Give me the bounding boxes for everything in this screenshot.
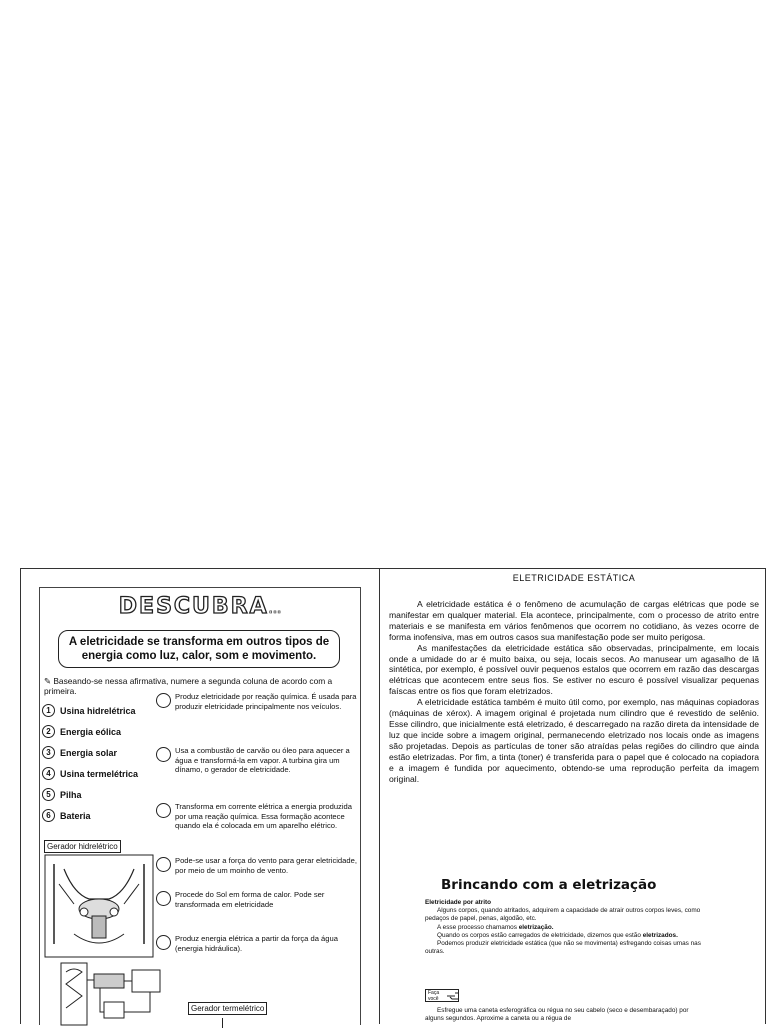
number-badge: 5 [42, 788, 55, 801]
faca-voce-badge [425, 989, 459, 1002]
item-label: Energia eólica [60, 726, 122, 737]
descubra-title-text: DESCUBRA [118, 594, 269, 619]
worksheet-sheet [20, 568, 766, 1024]
article-body [385, 599, 763, 784]
activity-paragraph: Podemos produzir eletricidade estática (que não se movimenta) esfregando coisas umas nas outras. [425, 940, 701, 956]
number-badge: 1 [42, 704, 55, 717]
hydro-generator-diagram [44, 854, 154, 958]
list-item [42, 742, 172, 763]
thermo-generator-diagram [60, 962, 172, 1026]
answer-circle[interactable] [156, 693, 171, 708]
item-label: Pilha [60, 789, 82, 800]
answer-circle[interactable] [156, 803, 171, 818]
activity-paragraph: Alguns corpos, quando atritados, adquirem a capacidade de atrair outros corpos leves, como pedaços de papel, penas, algodão, etc. [425, 907, 701, 923]
list-item [42, 721, 172, 742]
activity-text: A esse processo chamamos [437, 923, 519, 931]
pointing-hand-icon [446, 991, 458, 1001]
answer-circle[interactable] [156, 747, 171, 762]
descubra-panel [39, 587, 361, 1025]
paragraph: A eletricidade estática é o fenômeno de acumulação de cargas elétricas que pode se manifestar em qualquer material. Ela acontece, principalmente, com o processo de atrito entre materiais e se manifesta em vários fenômenos que ocorrem no cotidiano, às vezes ocorre de forma inofensiva, mas em outros casos sua manifestação pode ser muito perigosa. [389, 599, 759, 642]
answer-circle[interactable] [156, 857, 171, 872]
section-heading: ELETRICIDADE ESTÁTICA [512, 573, 636, 583]
statement-box: A eletricidade se transforma em outros tipos de energia como luz, calor, som e movimento. [58, 630, 340, 668]
items-column [42, 700, 172, 826]
answer-circle[interactable] [156, 891, 171, 906]
activity-subheading: Eletricidade por atrito [425, 899, 492, 906]
descubra-title-dots: ... [268, 603, 282, 616]
list-item [42, 763, 172, 784]
number-badge: 3 [42, 746, 55, 759]
description-item [156, 890, 362, 909]
number-badge: 2 [42, 725, 55, 738]
column-divider [379, 569, 380, 1024]
static-electricity-panel [385, 569, 763, 1023]
description-item [156, 856, 362, 875]
thermo-label-leader [222, 1018, 223, 1028]
item-label: Bateria [60, 810, 91, 821]
number-badge: 4 [42, 767, 55, 780]
description-text: Transforma em corrente elétrica a energia produzida por uma reação química. Essa formação acontece quando ela é colocada em um aparelho elétrico. [175, 802, 352, 831]
description-item [156, 746, 362, 775]
activity-paragraph [425, 932, 701, 940]
list-item [42, 805, 172, 826]
list-item [42, 700, 172, 721]
paragraph: As manifestações da eletricidade estática são observadas, principalmente, em locais onde a umidade do ar é muito baixa, ou seja, locais secos. Ao manusear um agasalho de lã sintética, por exemplo, é possível ouvir pequenos estalos que ocorrem em razão das descargas elétricas que acontecem entre seus fios. Se estiver no escuro é possível visualizar pequenas faíscas entre os fios que foram eletrizados. [389, 642, 759, 697]
instruction-text: ✎ Baseando-se nessa afirmativa, numere a segunda coluna de acordo com a primeira. [44, 676, 333, 696]
try-instructions: Esfregue uma caneta esferográfica ou régua no seu cabelo (seco e desembaraçado) por alguns segundos. Aproxime a caneta ou a régua de [425, 1007, 689, 1023]
faca-voce-label: Faça você [428, 989, 440, 1002]
hydro-generator-label: Gerador hidrelétrico [44, 840, 121, 853]
description-text: Usa a combustão de carvão ou óleo para aquecer a água e transformá-la em vapor. A turbina gira um dínamo, o gerador de eletricidade. [175, 746, 350, 775]
item-label: Usina termelétrica [60, 768, 139, 779]
number-badge: 6 [42, 809, 55, 822]
paragraph: A eletricidade estática também é muito útil como, por exemplo, nas máquinas copiadoras (máquinas de xérox). A imagem original é projetada num cilindro que é revestido de selênio. Esse cilindro, que inicialmente está eletrizado, é descarregado na razão direta da intensidade de luz que incide sobre a imagem original, permanecendo eletrizado nos locais onde as imagens são projetadas. Depois as partículas de toner são atraídas pelas regiões do cilindro que ainda estão eletrizadas. Por fim, a tinta (toner) é transferida para o papel que é colocado na copiadora e a imagem é fundida por aquecimento, obtendo-se uma reprodução perfeita da imagem original. [389, 697, 759, 784]
description-text: Produz eletricidade por reação química. É usada para produzir eletricidade principalmente nos veículos. [175, 692, 357, 711]
item-label: Energia solar [60, 747, 118, 758]
activity-title: Brincando com a eletrização [441, 877, 657, 893]
description-text: Pode-se usar a força do vento para gerar eletricidade, por meio de um moinho de vento. [175, 856, 357, 875]
description-item [156, 934, 362, 953]
thermo-generator-label: Gerador termelétrico [188, 1002, 267, 1015]
description-text: Produz energia elétrica a partir da força da água (energia hidráulica). [175, 934, 338, 953]
list-item [42, 784, 172, 805]
answer-circle[interactable] [156, 935, 171, 950]
description-text: Procede do Sol em forma de calor. Pode ser transformada em eletricidade [175, 890, 325, 909]
activity-body [425, 899, 701, 956]
description-item [156, 802, 362, 831]
description-item [156, 692, 362, 711]
activity-bold-term: eletrização. [518, 923, 554, 931]
descubra-title [40, 594, 360, 619]
item-label: Usina hidrelétrica [60, 705, 136, 716]
activity-text: Quando os corpos estão carregados de eletricidade, dizemos que estão [437, 931, 643, 939]
activity-bold-term: eletrizados. [642, 931, 678, 939]
activity-paragraph [425, 924, 701, 932]
